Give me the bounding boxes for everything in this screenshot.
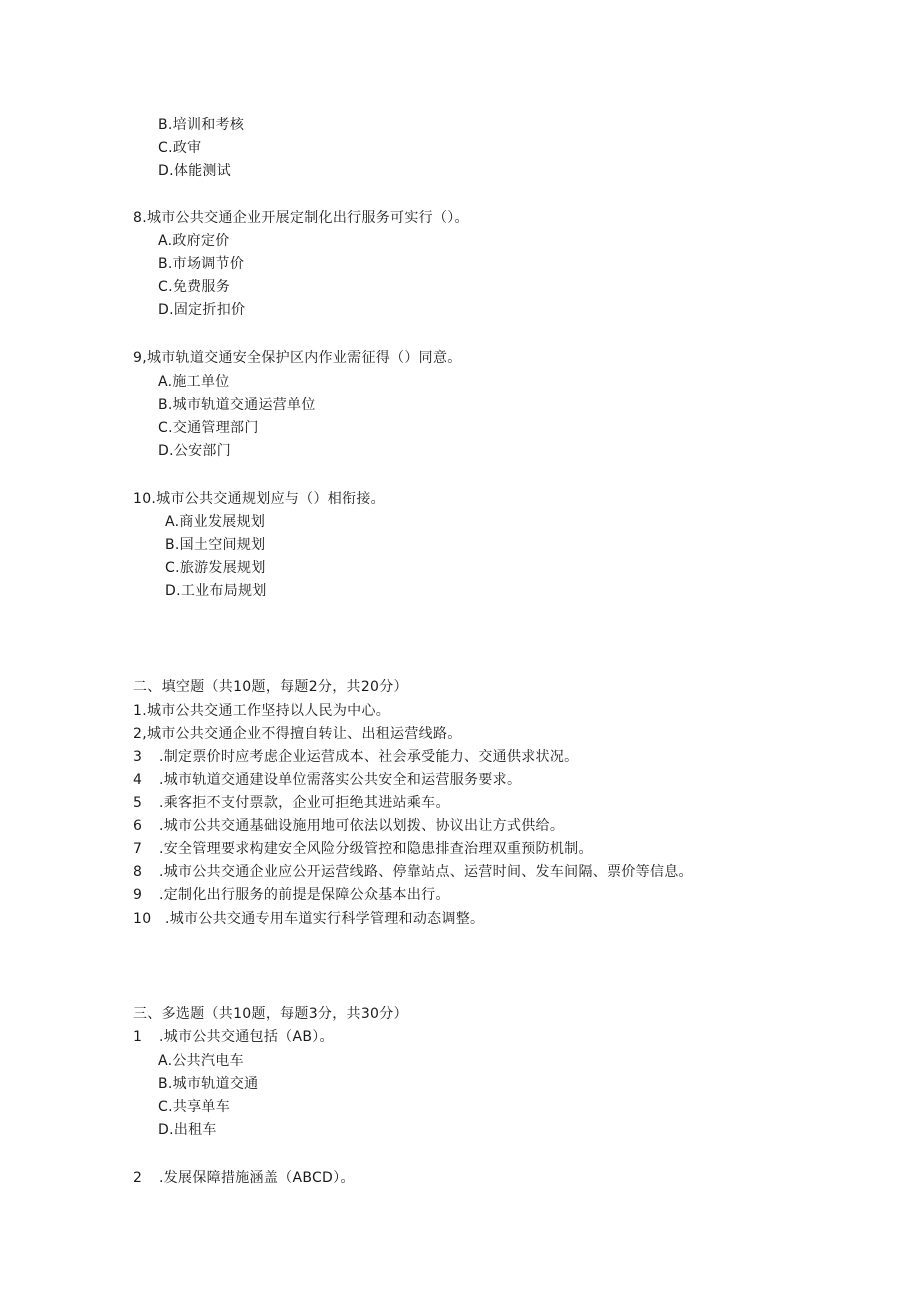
fill-section-heading: 二、填空题（共10题，每题2分，共20分） <box>133 679 408 695</box>
fill-item-text: .定制化出行服务的前提是保障公众基本出行。 <box>159 887 450 903</box>
multi-q2-text: .发展保障措施涵盖（ABCD）。 <box>159 1170 355 1186</box>
fill-item-4 <box>133 771 521 789</box>
fill-item-1 <box>133 702 390 720</box>
multi-q1-number: 1 <box>133 1029 143 1045</box>
fill-item-8 <box>133 863 693 881</box>
fill-item-9 <box>133 886 450 904</box>
q9-stem: 9,城市轨道交通安全保护区内作业需征得（）同意。 <box>133 350 462 366</box>
fill-item-text: .城市公共交通专用车道实行科学管理和动态调整。 <box>165 911 485 927</box>
fill-item-number: 5 <box>133 795 143 811</box>
fill-item-text: .城市轨道交通建设单位需落实公共安全和运营服务要求。 <box>159 772 522 788</box>
fill-item-5 <box>133 794 450 812</box>
q9-option-b: B.城市轨道交通运营单位 <box>158 397 316 413</box>
q10-stem: 10.城市公共交通规划应与（）相衔接。 <box>133 491 385 507</box>
fill-item-text: .乘客拒不支付票款，企业可拒绝其进站乘车。 <box>159 795 450 811</box>
fill-item-number: 3 <box>133 749 143 765</box>
fill-item-text: 1.城市公共交通工作坚持以人民为中心。 <box>133 703 391 719</box>
fill-item-text: .城市公共交通企业应公开运营线路、停靠站点、运营时间、发车间隔、票价等信息。 <box>159 864 693 880</box>
q10-option-d: D.工业布局规划 <box>165 583 267 599</box>
q8-option-a: A.政府定价 <box>158 233 230 249</box>
fill-item-text: .安全管理要求构建安全风险分级管控和隐患排查治理双重预防机制。 <box>159 841 593 857</box>
q8-option-d: D.固定折扣价 <box>158 302 246 318</box>
q9-option-d: D.公安部门 <box>158 443 232 459</box>
q7-option-c: C.政审 <box>158 140 202 156</box>
q10-option-c: C.旅游发展规划 <box>165 560 266 576</box>
multi-section-heading: 三、多选题（共10题，每题3分，共30分） <box>133 1006 408 1022</box>
fill-item-text: .城市公共交通基础设施用地可依法以划拨、协议出让方式供给。 <box>159 818 565 834</box>
fill-item-number: 7 <box>133 841 143 857</box>
q10-option-a: A.商业发展规划 <box>165 514 266 530</box>
q9-option-a: A.施工单位 <box>158 374 230 390</box>
fill-item-text: 2,城市公共交通企业不得擅自转让、出租运营线路。 <box>133 726 462 742</box>
fill-item-7 <box>133 840 593 858</box>
fill-item-number: 8 <box>133 864 143 880</box>
multi-q1-option-b: B.城市轨道交通 <box>158 1076 259 1092</box>
fill-item-text: .制定票价时应考虑企业运营成本、社会承受能力、交通供求状况。 <box>159 749 579 765</box>
fill-item-number: 4 <box>133 772 143 788</box>
fill-item-6 <box>133 817 564 835</box>
multi-q1-option-c: C.共享单车 <box>158 1099 231 1115</box>
fill-item-number: 6 <box>133 818 143 834</box>
multi-q2-number: 2 <box>133 1170 143 1186</box>
multi-q1-option-d: D.出租车 <box>158 1122 217 1138</box>
fill-item-10 <box>133 910 484 928</box>
q8-option-c: C.免费服务 <box>158 279 231 295</box>
multi-q1-option-a: A.公共汽电车 <box>158 1053 244 1069</box>
q7-option-b: B.培训和考核 <box>158 117 245 133</box>
q8-option-b: B.市场调节价 <box>158 256 245 272</box>
q9-option-c: C.交通管理部门 <box>158 420 259 436</box>
multi-q2-stem <box>133 1169 355 1187</box>
multi-q1-stem <box>133 1028 334 1046</box>
fill-item-number: 9 <box>133 887 143 903</box>
q10-option-b: B.国土空间规划 <box>165 537 266 553</box>
fill-item-number: 10 <box>133 911 152 927</box>
multi-q1-text: .城市公共交通包括（AB）。 <box>159 1029 334 1045</box>
fill-item-2 <box>133 725 462 743</box>
fill-item-3 <box>133 748 578 766</box>
q7-option-d: D.体能测试 <box>158 163 232 179</box>
q8-stem: 8.城市公共交通企业开展定制化出行服务可实行（）。 <box>133 210 469 226</box>
